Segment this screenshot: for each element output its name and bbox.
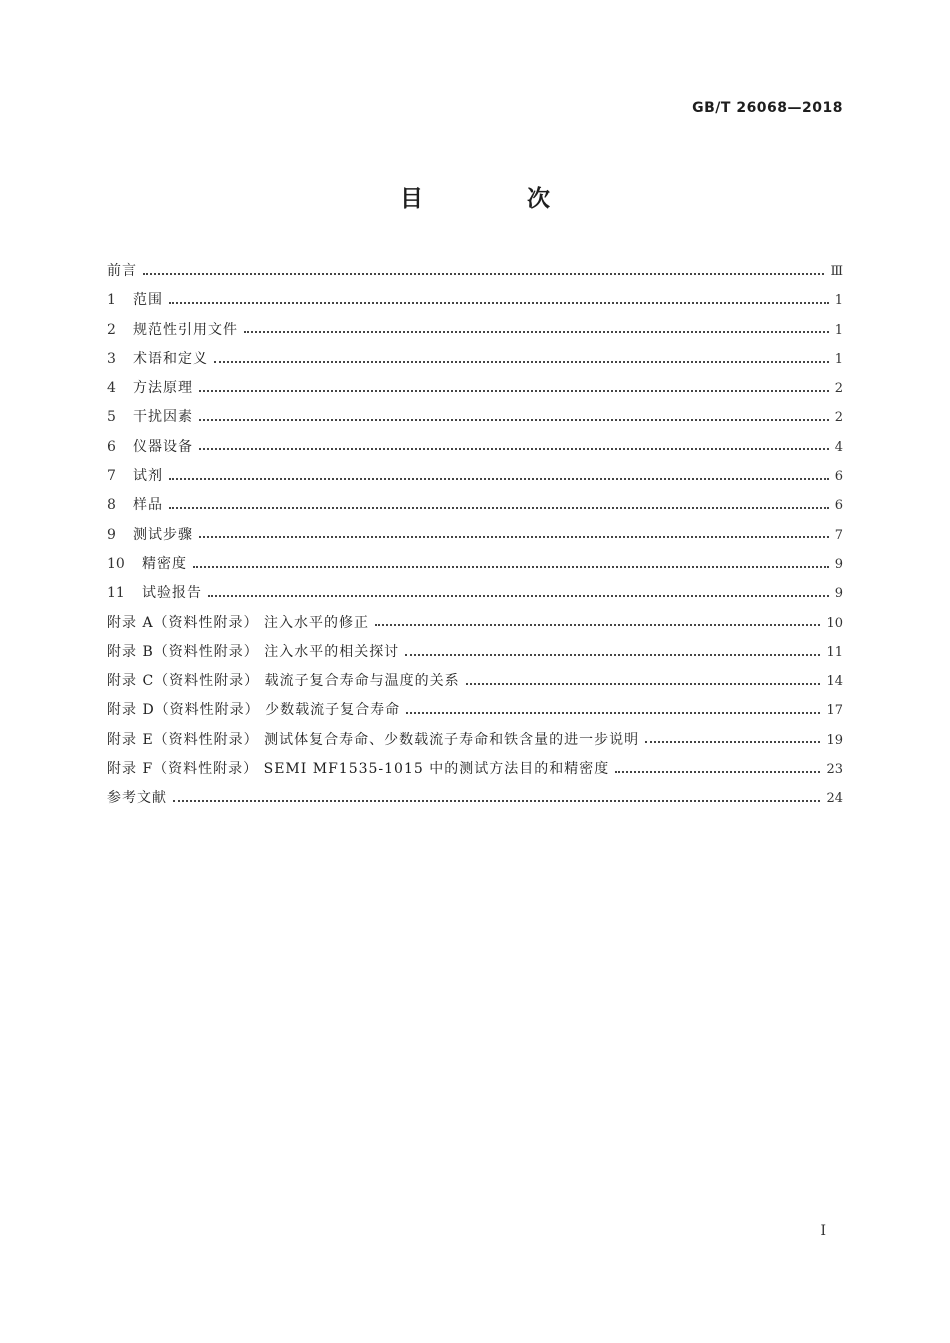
dot-leader	[199, 536, 829, 538]
dot-leader	[193, 566, 829, 568]
standard-code: GB/T 26068—2018	[692, 100, 843, 116]
toc-entry-page: 1	[834, 351, 843, 367]
toc-entry-number: 2	[107, 321, 116, 338]
dot-leader	[169, 507, 829, 509]
dot-leader	[199, 419, 829, 421]
toc-entry-title: 试验报告	[142, 585, 202, 602]
toc-entry-page: 19	[826, 732, 843, 748]
toc-entry-title: 样品	[133, 497, 163, 514]
toc-entry-foreword[interactable]	[107, 257, 843, 286]
toc-entry-title: 干扰因素	[133, 409, 193, 426]
toc-entry-section-2[interactable]	[107, 316, 843, 345]
toc-entry-section-3[interactable]	[107, 345, 843, 374]
toc-entry-page: 9	[834, 586, 843, 602]
toc-entry-annex-b[interactable]	[107, 638, 843, 667]
dot-leader	[244, 331, 829, 333]
toc-entry-number: 5	[107, 409, 116, 426]
toc-entry-title: 附录 F（资料性附录） SEMI MF1535-1015 中的测试方法目的和精密度	[107, 761, 610, 778]
toc-entry-title: 前言	[107, 263, 137, 279]
toc-entry-number: 7	[107, 468, 116, 485]
toc-entry-title: 附录 B（资料性附录） 注入水平的相关探讨	[107, 643, 400, 660]
toc-entry-number: 11	[107, 585, 125, 602]
dot-leader	[169, 478, 829, 480]
page-number: I	[820, 1223, 826, 1239]
toc-entry-annex-e[interactable]	[107, 726, 843, 755]
toc-entry-page: 6	[834, 498, 843, 514]
toc-entry-title: 附录 D（资料性附录） 少数载流子复合寿命	[107, 702, 401, 719]
dot-leader	[466, 683, 821, 685]
toc-entry-section-9[interactable]	[107, 521, 843, 550]
toc-entry-section-8[interactable]	[107, 491, 843, 520]
toc-entry-number: 8	[107, 497, 116, 514]
toc-entry-page: 1	[834, 322, 843, 338]
dot-leader	[199, 390, 829, 392]
toc-entry-number: 9	[107, 526, 116, 543]
toc-entry-section-6[interactable]	[107, 433, 843, 462]
toc-entry-title: 术语和定义	[133, 350, 208, 367]
toc-entry-page: 17	[826, 703, 843, 719]
toc-entry-page: 9	[834, 556, 843, 572]
toc-entry-title: 参考文献	[107, 790, 167, 807]
toc-entry-title: 规范性引用文件	[133, 321, 238, 338]
toc-entry-page: 2	[834, 381, 843, 397]
toc-entry-section-11[interactable]	[107, 579, 843, 608]
toc-entry-page: 1	[834, 293, 843, 309]
toc-entry-title: 范围	[133, 292, 163, 309]
toc-entry-bibliography[interactable]	[107, 784, 843, 813]
dot-leader	[405, 654, 820, 656]
toc-entry-section-4[interactable]	[107, 374, 843, 403]
toc-entry-page: 11	[826, 644, 843, 660]
dot-leader	[375, 624, 820, 626]
toc-entry-annex-f[interactable]	[107, 755, 843, 784]
toc-entry-number: 4	[107, 380, 116, 397]
toc-entry-page: 6	[834, 469, 843, 485]
toc-entry-number: 3	[107, 350, 116, 367]
toc-entry-title: 方法原理	[133, 380, 193, 397]
toc-entry-page: 24	[826, 791, 843, 807]
dot-leader	[143, 273, 824, 275]
page-title: 目 次	[399, 186, 598, 212]
dot-leader	[645, 741, 820, 743]
toc-entry-number: 1	[107, 292, 116, 309]
toc-entry-number: 10	[107, 555, 125, 572]
dot-leader	[199, 448, 829, 450]
toc-entry-title: 附录 C（资料性附录） 载流子复合寿命与温度的关系	[107, 673, 460, 690]
toc-entry-title: 附录 A（资料性附录） 注入水平的修正	[107, 614, 370, 631]
dot-leader	[169, 302, 829, 304]
toc-entry-page: 7	[834, 527, 843, 543]
toc-entry-title: 附录 E（资料性附录） 测试体复合寿命、少数载流子寿命和铁含量的进一步说明	[107, 731, 640, 748]
toc-entry-title: 仪器设备	[133, 438, 193, 455]
dot-leader	[615, 771, 820, 773]
toc-entry-title: 测试步骤	[133, 526, 193, 543]
toc-entry-page: 14	[826, 674, 843, 690]
toc-entry-page: Ⅲ	[830, 264, 843, 279]
dot-leader	[173, 800, 820, 802]
toc-entry-annex-c[interactable]	[107, 667, 843, 696]
toc-entry-annex-a[interactable]	[107, 609, 843, 638]
toc-entry-page: 10	[826, 615, 843, 631]
toc-entry-section-7[interactable]	[107, 462, 843, 491]
toc-entry-section-5[interactable]	[107, 403, 843, 432]
toc-entry-page: 4	[834, 439, 843, 455]
toc-entry-number: 6	[107, 438, 116, 455]
toc-entry-title: 试剂	[133, 468, 163, 485]
toc-entry-section-10[interactable]	[107, 550, 843, 579]
table-of-contents	[107, 257, 843, 814]
dot-leader	[208, 595, 829, 597]
toc-entry-page: 2	[834, 410, 843, 426]
toc-entry-title: 精密度	[142, 555, 187, 572]
toc-entry-annex-d[interactable]	[107, 696, 843, 725]
dot-leader	[406, 712, 820, 714]
toc-entry-section-1[interactable]	[107, 286, 843, 315]
dot-leader	[214, 361, 829, 363]
toc-entry-page: 23	[826, 762, 843, 778]
